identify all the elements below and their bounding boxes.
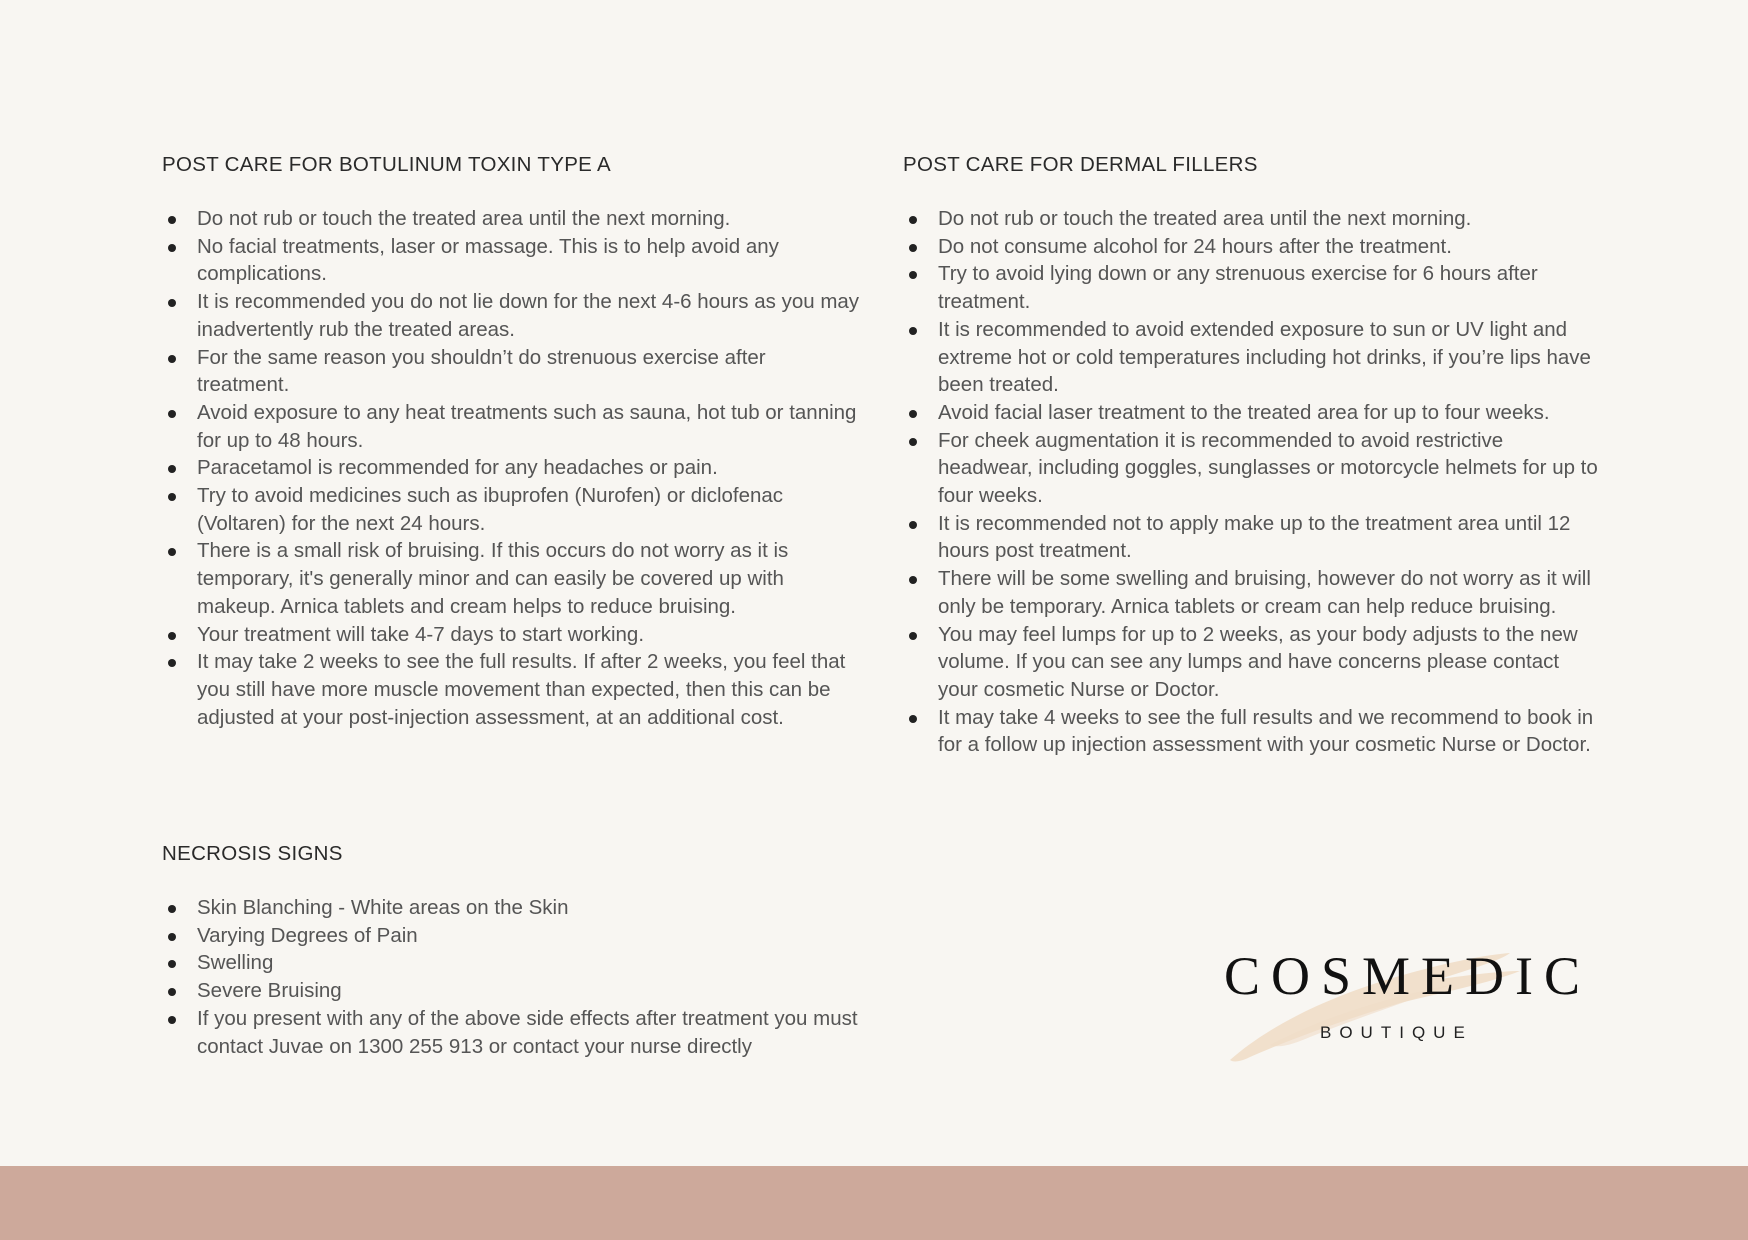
list-item: For the same reason you shouldn’t do strenuous exercise after treatment. xyxy=(162,344,862,399)
list-item: Severe Bruising xyxy=(162,977,862,1005)
necrosis-list xyxy=(162,894,862,1060)
list-item: No facial treatments, laser or massage. This is to help avoid any complications. xyxy=(162,233,862,288)
list-item: Avoid exposure to any heat treatments such as sauna, hot tub or tanning for up to 48 hours. xyxy=(162,399,862,454)
list-item: Varying Degrees of Pain xyxy=(162,922,862,950)
list-item: There is a small risk of bruising. If this occurs do not worry as it is temporary, it's generally minor and can easily be covered up with makeup. Arnica tablets and cream helps to reduce bruising. xyxy=(162,537,862,620)
list-item: Paracetamol is recommended for any headaches or pain. xyxy=(162,454,862,482)
list-item: There will be some swelling and bruising, however do not worry as it will only be temporary. Arnica tablets or cream can help reduce bruising. xyxy=(903,565,1603,620)
fillers-title: POST CARE FOR DERMAL FILLERS xyxy=(903,153,1258,176)
list-item: If you present with any of the above side effects after treatment you must contact Juvae on 1300 255 913 or contact your nurse directly xyxy=(162,1005,862,1060)
list-item: Skin Blanching - White areas on the Skin xyxy=(162,894,862,922)
list-item: You may feel lumps for up to 2 weeks, as your body adjusts to the new volume. If you can see any lumps and have concerns please contact your cosmetic Nurse or Doctor. xyxy=(903,621,1603,704)
list-item: It is recommended to avoid extended exposure to sun or UV light and extreme hot or cold temperatures including hot drinks, if you’re lips have been treated. xyxy=(903,316,1603,399)
necrosis-section xyxy=(162,840,862,1060)
botox-list xyxy=(162,205,862,731)
footer-bar xyxy=(0,1166,1748,1240)
cosmedic-boutique-logo xyxy=(1210,935,1592,1065)
list-item: It is recommended you do not lie down for the next 4-6 hours as you may inadvertently rub the treated areas. xyxy=(162,288,862,343)
fillers-section xyxy=(903,151,1603,759)
botox-title: POST CARE FOR BOTULINUM TOXIN TYPE A xyxy=(162,153,611,176)
list-item: Do not consume alcohol for 24 hours after the treatment. xyxy=(903,233,1603,261)
list-item: Swelling xyxy=(162,949,862,977)
list-item: It is recommended not to apply make up to the treatment area until 12 hours post treatment. xyxy=(903,510,1603,565)
necrosis-title: NECROSIS SIGNS xyxy=(162,842,343,865)
list-item: Do not rub or touch the treated area until the next morning. xyxy=(903,205,1603,233)
list-item: Do not rub or touch the treated area until the next morning. xyxy=(162,205,862,233)
list-item: For cheek augmentation it is recommended to avoid restrictive headwear, including goggles, sunglasses or motorcycle helmets for up to four weeks. xyxy=(903,427,1603,510)
logo-subtitle: BOUTIQUE xyxy=(1320,1023,1473,1042)
logo-wordmark: COSMEDIC xyxy=(1224,946,1592,1006)
list-item: Try to avoid lying down or any strenuous exercise for 6 hours after treatment. xyxy=(903,260,1603,315)
list-item: Your treatment will take 4-7 days to start working. xyxy=(162,621,862,649)
list-item: Try to avoid medicines such as ibuprofen (Nurofen) or diclofenac (Voltaren) for the next 24 hours. xyxy=(162,482,862,537)
list-item: It may take 2 weeks to see the full results. If after 2 weeks, you feel that you still have more muscle movement than expected, then this can be adjusted at your post-injection assessment, at an additional cost. xyxy=(162,648,862,731)
list-item: Avoid facial laser treatment to the treated area for up to four weeks. xyxy=(903,399,1603,427)
list-item: It may take 4 weeks to see the full results and we recommend to book in for a follow up injection assessment with your cosmetic Nurse or Doctor. xyxy=(903,704,1603,759)
fillers-list xyxy=(903,205,1603,759)
botox-section xyxy=(162,151,862,731)
